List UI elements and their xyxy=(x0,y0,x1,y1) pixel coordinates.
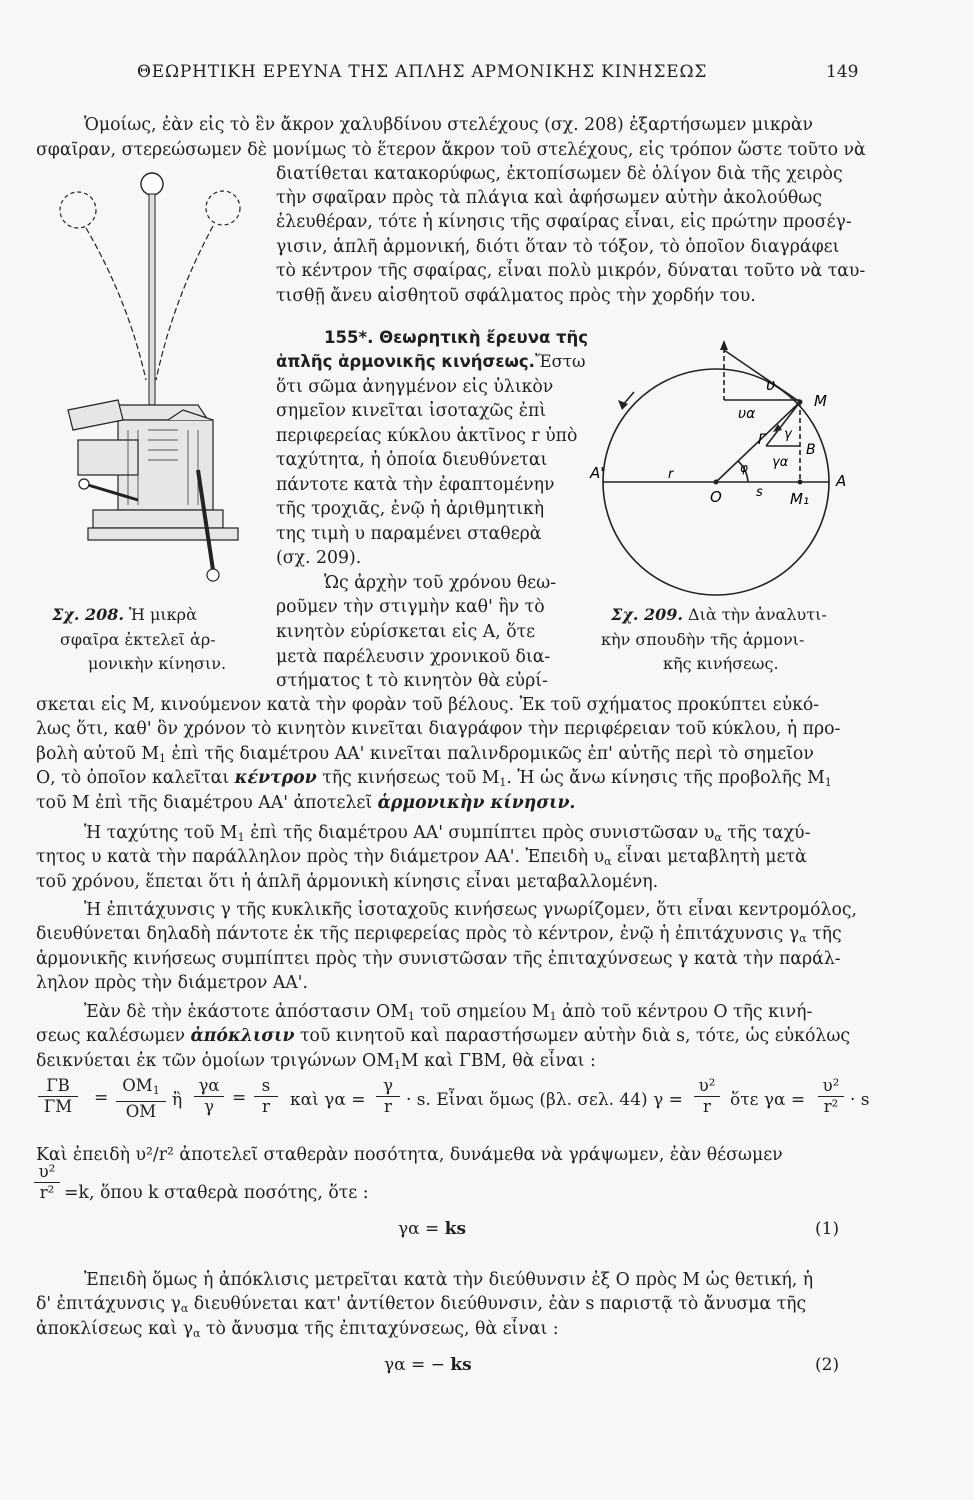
fig209-label-gamma: γ xyxy=(784,427,792,442)
para5-line-2: =k, ὅπου k σταθερὰ ποσότης, ὅτε : xyxy=(64,1183,369,1203)
col-line-8: της τιμὴ υ παραμένει σταθερὰ xyxy=(276,524,542,544)
sub-a: α xyxy=(714,831,722,844)
figure-209-caption-line-1: Διὰ τὴν ἀναλυτι- xyxy=(688,605,827,624)
frac-den: r xyxy=(703,1097,711,1116)
figure-208-caption-line-1: Ἡ μικρὰ xyxy=(129,605,197,624)
para6-line-2-a: δ' ἐπιτάχυνσις γ xyxy=(36,1294,181,1314)
fig209-label-A: A xyxy=(836,472,847,490)
para1-line-3-b: ἐπὶ τῆς διαμέτρου ΑΑ' κινεῖται παλινδρομικῶς ἐπ' αὐτῆς περὶ τὸ σημεῖον xyxy=(166,744,814,764)
eq-or: ἢ xyxy=(172,1090,183,1110)
intro-line-3: διατίθεται κατακορύφως, ἐκτοπίσωμεν δὲ ὀλίγον διὰ τῆς χειρὸς xyxy=(276,164,843,184)
frac-den: ΓΜ xyxy=(43,1097,73,1116)
fig209-label-M1: M₁ xyxy=(790,490,809,508)
equation-1 xyxy=(398,1219,466,1239)
figure-208-caption xyxy=(52,604,197,625)
sub-1: 1 xyxy=(824,776,832,789)
para1-line-4-b: τῆς κινήσεως τοῦ Μ xyxy=(316,768,500,788)
frac-num: γ xyxy=(376,1076,400,1097)
para1-line-5-a: τοῦ Μ ἐπὶ τῆς διαμέτρου ΑΑ' ἀποτελεῖ xyxy=(36,793,378,813)
col-line-1: Ἔστω xyxy=(534,352,586,371)
fig209-label-O: O xyxy=(710,488,722,506)
intro-line-2: σφαῖραν, στερεώσωμεν δὲ μονίμως τὸ ἕτερον ἄκρον τοῦ στελέχους, εἰς τρόπον ὥστε τοῦτο νὰ xyxy=(36,140,866,160)
col-line-12: κινητὸν εὑρίσκεται εἰς Α, ὅτε xyxy=(276,622,536,642)
sub-a: α xyxy=(799,932,807,945)
section-number: 155*. xyxy=(324,328,380,347)
figure-208-vise-illustration xyxy=(48,160,258,590)
para6-line-2-b: διευθύνεται κατ' ἀντίθετον διεύθυνσιν, ἐὰν s παριστᾷ τὸ ἄνυσμα τῆς xyxy=(188,1294,807,1314)
frac-den: γ xyxy=(204,1097,214,1116)
para2-line-1-b: ἐπὶ τῆς διαμέτρου ΑΑ' συμπίπτει πρὸς συνιστῶσαν υ xyxy=(244,823,715,843)
eq-equals: = xyxy=(94,1088,109,1108)
col-line-9: (σχ. 209). xyxy=(276,548,362,568)
para4-line-3-a: δεικνύεται ἐκ τῶν ὁμοίων τριγώνων ΟΜ xyxy=(36,1051,394,1071)
col-line-13: μετὰ παρέλευσιν χρονικοῦ δια- xyxy=(276,647,551,667)
para3-line-3: ἁρμονικῆς κινήσεως συμπίπτει πρὸς τὴν συνιστῶσαν τῆς ἐπιταχύνσεως γ κατὰ τὴν παράλ- xyxy=(36,949,841,969)
col-line-10: Ὡς ἀρχὴν τοῦ χρόνου θεω- xyxy=(324,573,557,593)
om1-text: ΟΜ xyxy=(122,1076,153,1095)
frac-num: υ² xyxy=(818,1076,844,1097)
para3-line-4: ληλον πρὸς τὴν διάμετρον ΑΑ'. xyxy=(36,973,309,993)
fig209-label-ga: γα xyxy=(772,455,789,470)
frac-num: υ² xyxy=(694,1076,720,1097)
para4-line-3-b: Μ καὶ ΓΒΜ, θὰ εἶναι : xyxy=(400,1051,596,1071)
sub-1: 1 xyxy=(159,752,167,765)
equation-2 xyxy=(384,1355,472,1375)
sub-1: 1 xyxy=(237,831,245,844)
sub-a: α xyxy=(604,855,612,868)
term-kentron: κέντρον xyxy=(234,768,317,788)
frac-num: ΓΒ xyxy=(38,1076,78,1097)
section-title-2: ἁπλῆς ἁρμονικῆς κινήσεως. xyxy=(276,352,535,371)
eq-equals-2: = xyxy=(232,1088,247,1108)
para1-line-5 xyxy=(36,791,936,815)
page-number: 149 xyxy=(826,62,859,82)
figure-208-label: Σχ. 208. xyxy=(52,605,124,624)
col-line-5: ταχύτητα, ἡ ὁποία διευθύνεται xyxy=(276,450,548,470)
intro-line-4: τὴν σφαῖραν πρὸς τὰ πλάγια καὶ ἀφήσωμεν αὐτὴν ἀκολούθως xyxy=(276,188,823,208)
sub-1: 1 xyxy=(549,1010,557,1023)
section-heading xyxy=(324,328,588,347)
para4-line-2 xyxy=(36,1024,936,1048)
para4-line-2-a: σεως καλέσωμεν xyxy=(36,1026,191,1046)
para2-line-2-a: τητος υ κατὰ τὴν παράλληλον πρὸς τὴν διάμετρον ΑΑ'. Ἐπειδὴ υ xyxy=(36,847,605,867)
eq-ote: ὅτε γα = xyxy=(730,1090,806,1110)
frac-num xyxy=(116,1076,166,1102)
intro-line-5: ἐλευθέραν, τότε ἡ κίνησις τῆς σφαίρας εἶναι, εἰς πρώτην προσέγ- xyxy=(276,212,852,232)
section-title-1: Θεωρητικὴ ἔρευνα τῆς xyxy=(379,328,589,347)
frac-v2-r2 xyxy=(818,1076,844,1117)
sub-1: 1 xyxy=(152,1084,160,1097)
para4-line-3 xyxy=(36,1049,936,1078)
equation-1-number: (1) xyxy=(815,1219,840,1239)
frac-den: ΟΜ xyxy=(125,1102,157,1121)
sub-1: 1 xyxy=(407,1010,415,1023)
frac-den: r² xyxy=(823,1097,839,1116)
term-harmonic-motion: ἁρμονικὴν κίνησιν. xyxy=(377,793,576,813)
fig209-label-v: υ xyxy=(766,375,776,394)
eq-text: · s. Εἶναι ὅμως (βλ. σελ. 44) γ = xyxy=(406,1090,683,1110)
para1-line-4-a: Ο, τὸ ὁποῖον καλεῖται xyxy=(36,768,235,788)
intro-line-1: Ὁμοίως, ἐὰν εἰς τὸ ἓν ἄκρον χαλυβδίνου στελέχους (σχ. 208) ἐξαρτήσωμεν μικρὰν xyxy=(84,115,814,135)
para4-line-1-b: τοῦ σημείου Μ xyxy=(414,1002,550,1022)
frac-g-r xyxy=(376,1076,400,1117)
page-header-title: ΘΕΩΡΗΤΙΚΗ ΕΡΕΥΝΑ ΤΗΣ ΑΠΛΗΣ ΑΡΜΟΝΙΚΗΣ ΚΙΝΗΣΕΩΣ xyxy=(137,62,708,82)
para4-line-1-c: ἀπὸ τοῦ κέντρου Ο τῆς κινή- xyxy=(556,1002,813,1022)
eq1-lhs: γα = xyxy=(398,1219,445,1239)
frac-v2-r xyxy=(694,1076,720,1117)
section-title-line-2 xyxy=(276,352,585,371)
figure-209-label: Σχ. 209. xyxy=(611,605,683,624)
figure-209-circle-diagram xyxy=(588,320,868,600)
frac-num: υ² xyxy=(34,1162,60,1183)
sub-1: 1 xyxy=(393,1059,401,1072)
para3-line-2-a: διευθύνεται δηλαδὴ πάντοτε ἐκ τῆς περιφερείας πρὸς τὸ κέντρον, ἐνῷ ἡ ἐπιτάχυνσις γ xyxy=(36,924,800,944)
eq2-rhs: ks xyxy=(450,1355,472,1375)
fig209-label-phi: φ xyxy=(740,461,748,475)
para6-line-3-a: ἀποκλίσεως καὶ γ xyxy=(36,1319,194,1339)
sub-a: α xyxy=(193,1327,201,1340)
col-line-11: ροῦμεν τὴν στιγμὴν καθ' ἣν τὸ xyxy=(276,597,545,617)
intro-line-6: γισιν, ἁπλῆ ἁρμονική, διότι ὅταν τὸ τόξον, τὸ ὁποῖον διαγράφει xyxy=(276,237,840,257)
para4-line-1-a: Ἐὰν δὲ τὴν ἑκάστοτε ἀπόστασιν ΟΜ xyxy=(84,1002,408,1022)
frac-den: r xyxy=(262,1097,270,1116)
para2-line-2-b: εἶναι μεταβλητὴ μετὰ xyxy=(611,847,807,867)
frac-om1-om xyxy=(116,1076,166,1122)
para1-line-3-a: βολὴ αὐτοῦ Μ xyxy=(36,744,160,764)
para6-line-3-b: τὸ ἄνυσμα τῆς ἐπιταχύνσεως, θὰ εἶναι : xyxy=(200,1319,559,1339)
fig209-label-A-prime: A' xyxy=(590,464,605,482)
frac-num: γα xyxy=(194,1076,224,1097)
sub-a: α xyxy=(180,1302,189,1315)
para6-line-3 xyxy=(36,1317,936,1346)
para1-line-4-c: . Ἡ ὡς ἄνω κίνησις τῆς προβολῆς Μ xyxy=(506,768,825,788)
figure-209-caption-line-3: κῆς κινήσεως. xyxy=(663,654,779,673)
figure-208-caption-line-2: σφαῖρα ἐκτελεῖ ἁρ- xyxy=(60,630,216,649)
fig209-label-s: s xyxy=(756,485,763,500)
frac-ga-g xyxy=(194,1076,224,1117)
fig209-label-B: B xyxy=(806,442,816,458)
term-apoklisis: ἀπόκλισιν xyxy=(190,1026,295,1046)
col-line-4: περιφερείας κύκλου ἀκτῖνος r ὑπὸ xyxy=(276,426,578,446)
frac-den: r xyxy=(384,1097,392,1116)
eq-kai: καὶ γα = xyxy=(290,1090,366,1110)
frac-num: s xyxy=(254,1076,278,1097)
para1-line-1: σκεται εἰς Μ, κινούμενον κατὰ τὴν φορὰν τοῦ βέλους. Ἐκ τοῦ σχήματος προκύπτει εὐκό- xyxy=(36,695,820,715)
col-line-3: σημεῖον κινεῖται ἰσοταχῶς ἐπὶ xyxy=(276,401,547,421)
intro-line-7: τὸ κέντρον τῆς σφαίρας, εἶναι πολὺ μικρόν, δύναται τοῦτο νὰ ταυ- xyxy=(276,261,866,281)
frac-v2-r2-k xyxy=(34,1162,60,1203)
para6-line-1: Ἐπειδὴ ὅμως ἡ ἀπόκλισις μετρεῖται κατὰ τὴν διεύθυνσιν ἐξ Ο πρὸς Μ ὡς θετική, ἡ xyxy=(84,1270,814,1290)
equation-2-number: (2) xyxy=(815,1355,840,1375)
para2-line-1-c: τῆς ταχύ- xyxy=(721,823,811,843)
frac-gb-gm xyxy=(38,1076,78,1117)
fig209-label-va: υα xyxy=(738,406,756,422)
col-line-7: τῆς τροχιᾶς, ἐνῷ ἡ ἀριθμητικὴ xyxy=(276,499,545,519)
para3-line-1: Ἡ ἐπιτάχυνσις γ τῆς κυκλικῆς ἰσοταχοῦς κινήσεως γνωρίζομεν, ὅτι εἶναι κεντρομόλος, xyxy=(84,900,858,920)
fig209-label-r: r xyxy=(668,467,674,482)
sub-1: 1 xyxy=(499,776,507,789)
figure-209-caption-line-2: κὴν σπουδὴν τῆς ἁρμονι- xyxy=(601,630,805,649)
fig209-label-M: M xyxy=(814,392,827,410)
para5-line-1: Καὶ ἐπειδὴ υ²/r² ἀποτελεῖ σταθερὰν ποσότητα, δυνάμεθα νὰ γράψωμεν, ἐὰν θέσωμεν xyxy=(36,1145,783,1165)
fig209-label-G: Γ xyxy=(758,432,766,448)
col-line-14: στήματος t τὸ κινητὸν θὰ εὑρί- xyxy=(276,671,548,691)
para2-line-1-a: Ἡ ταχύτης τοῦ Μ xyxy=(84,823,238,843)
figure-209-caption xyxy=(611,604,827,625)
frac-den: r² xyxy=(39,1183,55,1202)
eq1-rhs: ks xyxy=(444,1219,467,1239)
para2-line-3: τοῦ χρόνου, ἕπεται ὅτι ἡ ἁπλῆ ἁρμονικὴ κίνησις εἶναι μεταβαλλομένη. xyxy=(36,872,659,892)
eq2-lhs: γα = − xyxy=(384,1355,451,1375)
col-line-6: πάντοτε κατὰ τὴν ἐφαπτομένην xyxy=(276,475,555,495)
figure-208-caption-line-3: μονικὴν κίνησιν. xyxy=(88,654,227,673)
frac-s-r xyxy=(254,1076,278,1117)
para3-line-2-b: τῆς xyxy=(806,924,842,944)
intro-line-8: τισθῇ ἄνευ αἰσθητοῦ σφάλματος πρὸς τὴν χορδήν του. xyxy=(276,286,756,306)
eq-tail: · s xyxy=(850,1090,870,1110)
para1-line-2: λως ὅτι, καθ' ὃν χρόνον τὸ κινητὸν κινεῖται διαγράφον τὴν περιφέρειαν τοῦ κύκλου, ἡ προ- xyxy=(36,719,841,739)
col-line-2: ὅτι σῶμα ἀνηγμένον εἰς ὑλικὸν xyxy=(276,377,554,397)
para4-line-2-b: τοῦ κινητοῦ καὶ παραστήσωμεν αὐτὴν διὰ s, τότε, ὡς εὐκόλως xyxy=(294,1026,851,1046)
